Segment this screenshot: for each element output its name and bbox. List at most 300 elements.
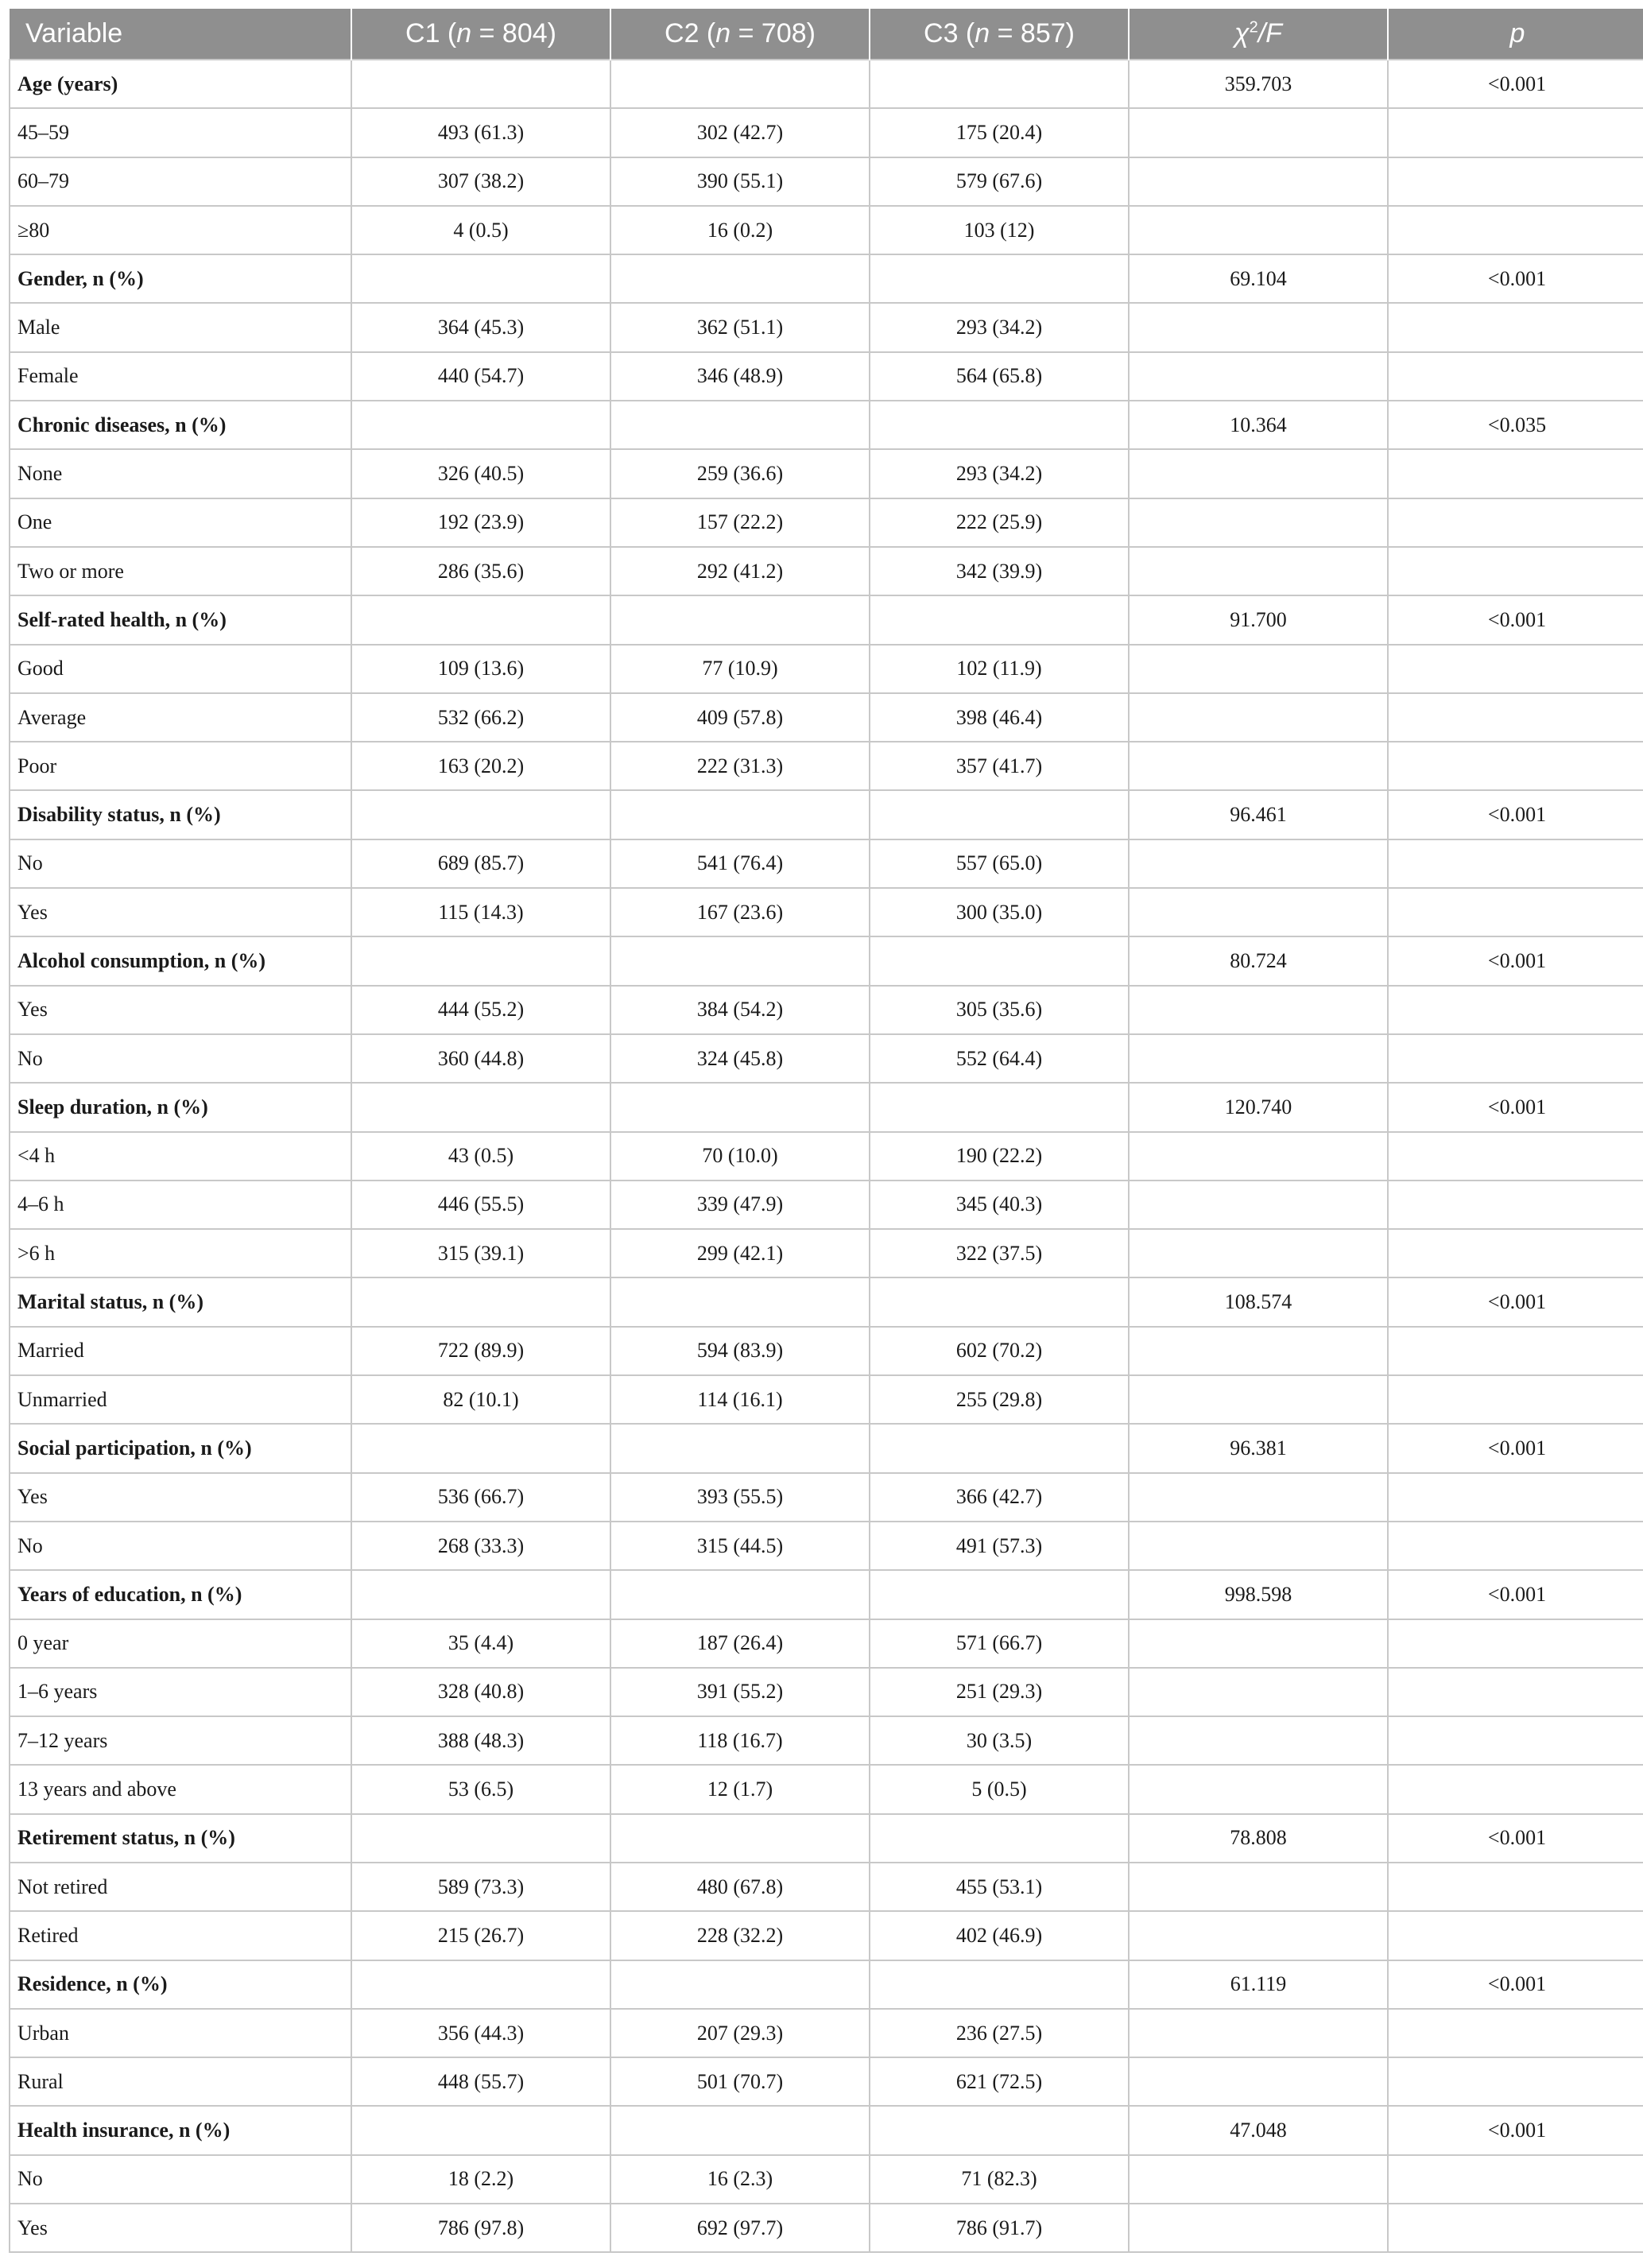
p-value-cell — [1388, 1034, 1643, 1083]
variable-cell: Male — [10, 303, 351, 351]
table-row — [10, 2204, 1643, 2252]
c1-cell: 364 (45.3) — [351, 303, 610, 351]
table-row — [10, 742, 1643, 790]
statistic-cell: 47.048 — [1129, 2106, 1388, 2154]
variable-cell: Years of education, n (%) — [10, 1570, 351, 1619]
c3-cell: 366 (42.7) — [870, 1473, 1129, 1522]
header-variable: Variable — [25, 18, 123, 48]
p-value-cell — [1388, 1863, 1643, 1911]
p-value-cell — [1388, 742, 1643, 790]
statistic-cell — [1129, 1132, 1388, 1181]
c1-cell: 360 (44.8) — [351, 1034, 610, 1083]
statistic-cell — [1129, 742, 1388, 790]
p-value-cell — [1388, 303, 1643, 351]
statistic-cell — [1129, 547, 1388, 595]
statistic-cell — [1129, 206, 1388, 254]
variable-cell: Poor — [10, 742, 351, 790]
c2-cell — [610, 1083, 870, 1131]
c1-cell: 286 (35.6) — [351, 547, 610, 595]
variable-cell: Health insurance, n (%) — [10, 2106, 351, 2154]
p-value-cell — [1388, 1473, 1643, 1522]
p-value-cell — [1388, 645, 1643, 693]
c2-cell: 228 (32.2) — [610, 1911, 870, 1960]
c2-cell: 384 (54.2) — [610, 986, 870, 1034]
c3-cell — [870, 1814, 1129, 1863]
header-chi-superscript: 2 — [1249, 18, 1258, 37]
table-row — [10, 1132, 1643, 1181]
table-row-section — [10, 790, 1643, 839]
c1-cell: 109 (13.6) — [351, 645, 610, 693]
statistic-cell — [1129, 1522, 1388, 1570]
c3-cell: 491 (57.3) — [870, 1522, 1129, 1570]
table-body — [10, 60, 1643, 2252]
c2-cell: 77 (10.9) — [610, 645, 870, 693]
c1-cell — [351, 1960, 610, 2009]
c2-cell: 594 (83.9) — [610, 1327, 870, 1375]
c2-cell: 346 (48.9) — [610, 352, 870, 401]
variable-cell: Age (years) — [10, 60, 351, 108]
p-value-cell — [1388, 1619, 1643, 1668]
c1-cell: 4 (0.5) — [351, 206, 610, 254]
header-c1-suffix: = 804) — [471, 18, 556, 48]
variable-cell: Average — [10, 693, 351, 742]
p-value-cell: <0.001 — [1388, 595, 1643, 644]
c2-cell — [610, 1424, 870, 1472]
c1-cell — [351, 60, 610, 108]
variable-cell: Not retired — [10, 1863, 351, 1911]
table-row-section — [10, 401, 1643, 449]
c3-cell: 293 (34.2) — [870, 303, 1129, 351]
p-value-cell — [1388, 547, 1643, 595]
c2-cell: 187 (26.4) — [610, 1619, 870, 1668]
c1-cell — [351, 790, 610, 839]
c3-cell: 300 (35.0) — [870, 888, 1129, 936]
c3-cell: 557 (65.0) — [870, 839, 1129, 888]
table-row — [10, 1668, 1643, 1716]
c3-cell — [870, 595, 1129, 644]
variable-cell: Urban — [10, 2009, 351, 2057]
c1-cell: 307 (38.2) — [351, 157, 610, 206]
variable-cell: Yes — [10, 888, 351, 936]
c3-cell — [870, 60, 1129, 108]
c1-cell — [351, 595, 610, 644]
p-value-cell — [1388, 1765, 1643, 1813]
p-value-cell — [1388, 206, 1643, 254]
statistic-cell — [1129, 352, 1388, 401]
c3-cell — [870, 401, 1129, 449]
table-row — [10, 1181, 1643, 1229]
table-row-section — [10, 1083, 1643, 1131]
statistic-cell: 108.574 — [1129, 1277, 1388, 1326]
variable-cell: 0 year — [10, 1619, 351, 1668]
statistic-cell: 96.381 — [1129, 1424, 1388, 1472]
statistic-cell: 80.724 — [1129, 936, 1388, 985]
variable-cell: ≥80 — [10, 206, 351, 254]
statistic-cell — [1129, 986, 1388, 1034]
c3-cell: 30 (3.5) — [870, 1716, 1129, 1765]
p-value-cell: <0.001 — [1388, 60, 1643, 108]
table-row — [10, 1765, 1643, 1813]
c3-cell — [870, 1960, 1129, 2009]
variable-cell: 13 years and above — [10, 1765, 351, 1813]
statistic-cell: 69.104 — [1129, 254, 1388, 303]
header-c2 — [610, 9, 870, 60]
variable-cell: 7–12 years — [10, 1716, 351, 1765]
c3-cell — [870, 1570, 1129, 1619]
table-row — [10, 839, 1643, 888]
table-row — [10, 303, 1643, 351]
variable-cell: Self-rated health, n (%) — [10, 595, 351, 644]
p-value-cell — [1388, 157, 1643, 206]
variable-cell: Gender, n (%) — [10, 254, 351, 303]
c2-cell: 501 (70.7) — [610, 2057, 870, 2106]
variable-cell: No — [10, 2155, 351, 2204]
statistic-cell: 96.461 — [1129, 790, 1388, 839]
c1-cell: 82 (10.1) — [351, 1375, 610, 1424]
p-value-cell: <0.001 — [1388, 1960, 1643, 2009]
variable-cell: No — [10, 1034, 351, 1083]
table-row — [10, 108, 1643, 157]
c3-cell: 293 (34.2) — [870, 449, 1129, 498]
variable-cell: No — [10, 839, 351, 888]
c3-cell: 398 (46.4) — [870, 693, 1129, 742]
c3-cell: 236 (27.5) — [870, 2009, 1129, 2057]
table-row-section — [10, 1960, 1643, 2009]
statistic-cell — [1129, 1473, 1388, 1522]
table-row — [10, 449, 1643, 498]
c3-cell: 342 (39.9) — [870, 547, 1129, 595]
p-value-cell: <0.001 — [1388, 790, 1643, 839]
variable-cell: Chronic diseases, n (%) — [10, 401, 351, 449]
header-statistic — [1129, 9, 1388, 60]
statistic-cell — [1129, 693, 1388, 742]
header-c2-n: n — [715, 18, 731, 48]
table-row-section — [10, 1570, 1643, 1619]
table-row-section — [10, 595, 1643, 644]
c1-cell: 268 (33.3) — [351, 1522, 610, 1570]
variable-cell: None — [10, 449, 351, 498]
c2-cell: 114 (16.1) — [610, 1375, 870, 1424]
c2-cell: 118 (16.7) — [610, 1716, 870, 1765]
c2-cell: 391 (55.2) — [610, 1668, 870, 1716]
c2-cell: 157 (22.2) — [610, 498, 870, 547]
table-row — [10, 1375, 1643, 1424]
c1-cell: 315 (39.1) — [351, 1229, 610, 1277]
c2-cell — [610, 936, 870, 985]
c2-cell: 315 (44.5) — [610, 1522, 870, 1570]
c3-cell: 552 (64.4) — [870, 1034, 1129, 1083]
p-value-cell — [1388, 1911, 1643, 1960]
variable-cell: Rural — [10, 2057, 351, 2106]
c1-cell — [351, 936, 610, 985]
statistic-cell — [1129, 1765, 1388, 1813]
statistic-cell: 120.740 — [1129, 1083, 1388, 1131]
variable-cell: No — [10, 1522, 351, 1570]
table-row — [10, 888, 1643, 936]
c1-cell: 536 (66.7) — [351, 1473, 610, 1522]
c3-cell: 305 (35.6) — [870, 986, 1129, 1034]
variable-cell: Residence, n (%) — [10, 1960, 351, 2009]
variable-cell: Two or more — [10, 547, 351, 595]
c3-cell: 345 (40.3) — [870, 1181, 1129, 1229]
c2-cell — [610, 2106, 870, 2154]
table-row — [10, 547, 1643, 595]
table-row — [10, 1619, 1643, 1668]
variable-cell: 4–6 h — [10, 1181, 351, 1229]
table-row — [10, 498, 1643, 547]
c3-cell: 5 (0.5) — [870, 1765, 1129, 1813]
c1-cell: 215 (26.7) — [351, 1911, 610, 1960]
variable-cell: Yes — [10, 2204, 351, 2252]
c2-cell — [610, 1960, 870, 2009]
statistic-cell — [1129, 839, 1388, 888]
statistic-cell — [1129, 2155, 1388, 2204]
p-value-cell — [1388, 1229, 1643, 1277]
p-value-cell: <0.001 — [1388, 936, 1643, 985]
c3-cell — [870, 790, 1129, 839]
table-header — [10, 9, 1643, 60]
c1-cell — [351, 1083, 610, 1131]
variable-cell: Good — [10, 645, 351, 693]
table-row — [10, 1473, 1643, 1522]
c3-cell — [870, 1083, 1129, 1131]
c1-cell: 326 (40.5) — [351, 449, 610, 498]
variable-cell: Disability status, n (%) — [10, 790, 351, 839]
c2-cell: 692 (97.7) — [610, 2204, 870, 2252]
c2-cell: 12 (1.7) — [610, 1765, 870, 1813]
statistic-cell — [1129, 1327, 1388, 1375]
c2-cell — [610, 1277, 870, 1326]
c2-cell: 302 (42.7) — [610, 108, 870, 157]
c2-cell — [610, 254, 870, 303]
c3-cell — [870, 1277, 1129, 1326]
table-row — [10, 645, 1643, 693]
variable-cell: Alcohol consumption, n (%) — [10, 936, 351, 985]
table-row — [10, 352, 1643, 401]
header-chi-symbol: χ — [1234, 18, 1250, 48]
table-row-section — [10, 1814, 1643, 1863]
variable-cell: One — [10, 498, 351, 547]
p-value-cell: <0.001 — [1388, 1424, 1643, 1472]
c2-cell: 390 (55.1) — [610, 157, 870, 206]
statistic-cell — [1129, 1668, 1388, 1716]
variable-cell: Yes — [10, 1473, 351, 1522]
table-row-section — [10, 60, 1643, 108]
c3-cell: 175 (20.4) — [870, 108, 1129, 157]
c2-cell: 16 (2.3) — [610, 2155, 870, 2204]
table-row — [10, 2057, 1643, 2106]
table-row — [10, 2155, 1643, 2204]
p-value-cell — [1388, 1132, 1643, 1181]
p-value-cell — [1388, 2009, 1643, 2057]
c2-cell: 16 (0.2) — [610, 206, 870, 254]
p-value-cell: <0.001 — [1388, 1814, 1643, 1863]
c3-cell: 222 (25.9) — [870, 498, 1129, 547]
statistic-cell — [1129, 1619, 1388, 1668]
statistic-cell: 78.808 — [1129, 1814, 1388, 1863]
c1-cell: 589 (73.3) — [351, 1863, 610, 1911]
table-row — [10, 986, 1643, 1034]
p-value-cell — [1388, 839, 1643, 888]
c3-cell: 102 (11.9) — [870, 645, 1129, 693]
c1-cell — [351, 1814, 610, 1863]
c2-cell: 167 (23.6) — [610, 888, 870, 936]
p-value-cell — [1388, 693, 1643, 742]
c1-cell: 448 (55.7) — [351, 2057, 610, 2106]
c2-cell — [610, 1570, 870, 1619]
statistic-cell — [1129, 157, 1388, 206]
table-row — [10, 157, 1643, 206]
header-c3-n: n — [975, 18, 990, 48]
p-value-cell: <0.001 — [1388, 254, 1643, 303]
c1-cell: 115 (14.3) — [351, 888, 610, 936]
p-value-cell — [1388, 352, 1643, 401]
p-value-cell: <0.001 — [1388, 1277, 1643, 1326]
c3-cell: 402 (46.9) — [870, 1911, 1129, 1960]
header-c3 — [870, 9, 1129, 60]
c1-cell — [351, 2106, 610, 2154]
statistic-cell — [1129, 888, 1388, 936]
c2-cell: 541 (76.4) — [610, 839, 870, 888]
c2-cell: 480 (67.8) — [610, 1863, 870, 1911]
table-row — [10, 1911, 1643, 1960]
c1-cell: 163 (20.2) — [351, 742, 610, 790]
statistic-cell: 998.598 — [1129, 1570, 1388, 1619]
variable-cell: Retirement status, n (%) — [10, 1814, 351, 1863]
c1-cell: 53 (6.5) — [351, 1765, 610, 1813]
p-value-cell — [1388, 2204, 1643, 2252]
statistic-cell — [1129, 645, 1388, 693]
c3-cell: 251 (29.3) — [870, 1668, 1129, 1716]
statistic-cell: 359.703 — [1129, 60, 1388, 108]
header-c3-prefix: C3 ( — [924, 18, 975, 48]
variable-cell: Social participation, n (%) — [10, 1424, 351, 1472]
c2-cell: 70 (10.0) — [610, 1132, 870, 1181]
c3-cell: 786 (91.7) — [870, 2204, 1129, 2252]
p-value-cell — [1388, 1181, 1643, 1229]
c1-cell: 689 (85.7) — [351, 839, 610, 888]
c3-cell: 602 (70.2) — [870, 1327, 1129, 1375]
variable-cell: 60–79 — [10, 157, 351, 206]
c1-cell: 440 (54.7) — [351, 352, 610, 401]
c1-cell — [351, 254, 610, 303]
p-value-cell — [1388, 888, 1643, 936]
statistic-cell — [1129, 1911, 1388, 1960]
c1-cell: 18 (2.2) — [351, 2155, 610, 2204]
c3-cell — [870, 2106, 1129, 2154]
p-value-cell: <0.001 — [1388, 2106, 1643, 2154]
c2-cell — [610, 595, 870, 644]
c3-cell: 103 (12) — [870, 206, 1129, 254]
statistic-cell — [1129, 303, 1388, 351]
table-row — [10, 693, 1643, 742]
c1-cell — [351, 401, 610, 449]
statistic-cell — [1129, 1375, 1388, 1424]
statistic-cell — [1129, 498, 1388, 547]
c1-cell: 722 (89.9) — [351, 1327, 610, 1375]
header-c1-n: n — [456, 18, 472, 48]
c1-cell — [351, 1424, 610, 1472]
header-chi-rest: /F — [1257, 18, 1282, 48]
c2-cell: 362 (51.1) — [610, 303, 870, 351]
table-row — [10, 1034, 1643, 1083]
c2-cell: 339 (47.9) — [610, 1181, 870, 1229]
header-c2-suffix: = 708) — [730, 18, 816, 48]
table-row-section — [10, 2106, 1643, 2154]
c1-cell: 43 (0.5) — [351, 1132, 610, 1181]
c1-cell: 328 (40.8) — [351, 1668, 610, 1716]
table-row-section — [10, 254, 1643, 303]
c2-cell — [610, 790, 870, 839]
header-c1 — [351, 9, 610, 60]
statistic-cell: 91.700 — [1129, 595, 1388, 644]
data-table — [9, 9, 1643, 2253]
c3-cell: 190 (22.2) — [870, 1132, 1129, 1181]
statistic-cell: 61.119 — [1129, 1960, 1388, 2009]
p-value-cell — [1388, 2057, 1643, 2106]
p-value-cell: <0.001 — [1388, 1083, 1643, 1131]
c3-cell: 255 (29.8) — [870, 1375, 1129, 1424]
statistic-cell — [1129, 1863, 1388, 1911]
p-value-cell: <0.035 — [1388, 401, 1643, 449]
header-p: p — [1388, 9, 1643, 60]
table-row — [10, 2009, 1643, 2057]
c2-cell — [610, 60, 870, 108]
c3-cell: 579 (67.6) — [870, 157, 1129, 206]
c1-cell — [351, 1277, 610, 1326]
c3-cell: 571 (66.7) — [870, 1619, 1129, 1668]
p-value-cell — [1388, 1668, 1643, 1716]
c1-cell: 532 (66.2) — [351, 693, 610, 742]
p-value-cell — [1388, 986, 1643, 1034]
c2-cell: 299 (42.1) — [610, 1229, 870, 1277]
header-row — [10, 9, 1643, 60]
header-c1-prefix: C1 ( — [405, 18, 457, 48]
p-value-cell — [1388, 1522, 1643, 1570]
header-c2-prefix: C2 ( — [665, 18, 716, 48]
c2-cell: 409 (57.8) — [610, 693, 870, 742]
table-row-section — [10, 1424, 1643, 1472]
statistic-cell — [1129, 1034, 1388, 1083]
statistic-cell — [1129, 1229, 1388, 1277]
table-row — [10, 1327, 1643, 1375]
c2-cell: 393 (55.5) — [610, 1473, 870, 1522]
p-value-cell — [1388, 498, 1643, 547]
variable-cell: <4 h — [10, 1132, 351, 1181]
c2-cell: 292 (41.2) — [610, 547, 870, 595]
p-value-cell — [1388, 108, 1643, 157]
variable-cell: Retired — [10, 1911, 351, 1960]
p-value-cell — [1388, 449, 1643, 498]
p-value-cell: <0.001 — [1388, 1570, 1643, 1619]
variable-cell: Yes — [10, 986, 351, 1034]
variable-cell: 1–6 years — [10, 1668, 351, 1716]
statistic-cell — [1129, 108, 1388, 157]
table-row — [10, 1229, 1643, 1277]
c3-cell: 357 (41.7) — [870, 742, 1129, 790]
statistic-cell — [1129, 2204, 1388, 2252]
variable-cell: Married — [10, 1327, 351, 1375]
c1-cell: 444 (55.2) — [351, 986, 610, 1034]
c1-cell: 493 (61.3) — [351, 108, 610, 157]
p-value-cell — [1388, 1716, 1643, 1765]
c2-cell: 324 (45.8) — [610, 1034, 870, 1083]
c3-cell: 621 (72.5) — [870, 2057, 1129, 2106]
p-value-cell — [1388, 1327, 1643, 1375]
c1-cell: 388 (48.3) — [351, 1716, 610, 1765]
c2-cell: 259 (36.6) — [610, 449, 870, 498]
variable-cell: Sleep duration, n (%) — [10, 1083, 351, 1131]
